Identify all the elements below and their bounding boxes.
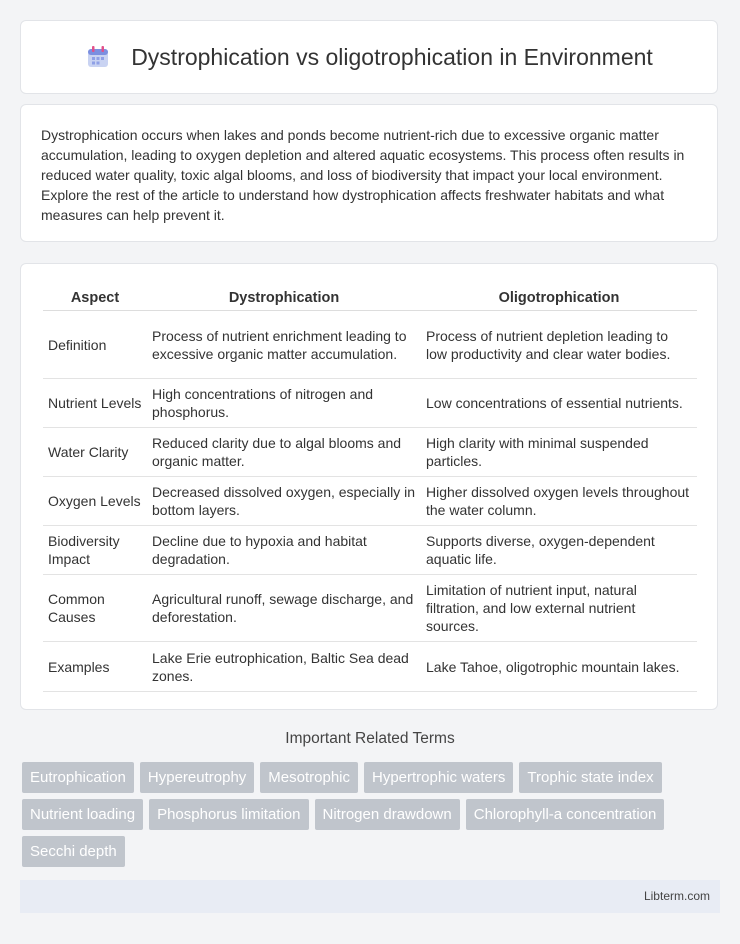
oligotrophication-cell: High clarity with minimal suspended particles. [421,428,697,477]
table-header-row [43,284,697,311]
aspect-cell: Nutrient Levels [43,379,147,428]
page-header [20,20,718,94]
intro-text: Dystrophication occurs when lakes and ponds become nutrient-rich due to excessive organic matter accumulation, leading to oxygen depletion and altered aquatic ecosystems. This process often results in reduced water quality, toxic algal blooms, and loss of biodiversity that impact your local environment. Explore the rest of the article to understand how dystrophication affects freshwater habitats and what measures can help prevent it. [41,127,685,223]
related-term-tag[interactable]: Mesotrophic [260,762,358,793]
aspect-cell: Oxygen Levels [43,477,147,526]
table-row [43,575,697,642]
dystrophication-cell: Reduced clarity due to algal blooms and organic matter. [147,428,421,477]
intro-section [20,104,718,242]
related-terms-title: Important Related Terms [285,730,455,747]
related-term-tag[interactable]: Phosphorus limitation [149,799,308,830]
related-term-tag[interactable]: Eutrophication [22,762,134,793]
dystrophication-cell: Agricultural runoff, sewage discharge, and deforestation. [147,575,421,642]
table-row [43,428,697,477]
aspect-cell: Water Clarity [43,428,147,477]
oligotrophication-cell: Low concentrations of essential nutrients. [421,379,697,428]
related-terms-list [22,762,722,873]
oligotrophication-cell: Process of nutrient depletion leading to low productivity and clear water bodies. [421,311,697,379]
comparison-table [43,284,697,692]
page-title: Dystrophication vs oligotrophication in Environment [131,43,653,70]
table-row [43,477,697,526]
table-row [43,379,697,428]
table-row [43,526,697,575]
aspect-cell: Examples [43,642,147,692]
column-header: Aspect [43,284,147,311]
table-row [43,642,697,692]
page-footer [20,880,720,913]
dystrophication-cell: Decline due to hypoxia and habitat degradation. [147,526,421,575]
dystrophication-cell: Lake Erie eutrophication, Baltic Sea dead zones. [147,642,421,692]
table-row [43,311,697,379]
footer-site-link[interactable]: Libterm.com [643,889,710,903]
related-term-tag[interactable]: Secchi depth [22,836,125,867]
calendar-icon [85,44,111,70]
related-term-tag[interactable]: Hypereutrophy [140,762,254,793]
dystrophication-cell: Decreased dissolved oxygen, especially in bottom layers. [147,477,421,526]
related-term-tag[interactable]: Chlorophyll-a concentration [466,799,665,830]
oligotrophication-cell: Higher dissolved oxygen levels throughout the water column. [421,477,697,526]
oligotrophication-cell: Supports diverse, oxygen-dependent aquatic life. [421,526,697,575]
column-header: Dystrophication [147,284,421,311]
related-term-tag[interactable]: Nitrogen drawdown [315,799,460,830]
aspect-cell: Common Causes [43,575,147,642]
oligotrophication-cell: Limitation of nutrient input, natural filtration, and low external nutrient sources. [421,575,697,642]
dystrophication-cell: Process of nutrient enrichment leading to excessive organic matter accumulation. [147,311,421,379]
related-term-tag[interactable]: Hypertrophic waters [364,762,513,793]
column-header: Oligotrophication [421,284,697,311]
related-term-tag[interactable]: Nutrient loading [22,799,143,830]
dystrophication-cell: High concentrations of nitrogen and phosphorus. [147,379,421,428]
aspect-cell: Biodiversity Impact [43,526,147,575]
related-term-tag[interactable]: Trophic state index [519,762,661,793]
comparison-table-card [20,263,718,710]
aspect-cell: Definition [43,311,147,379]
oligotrophication-cell: Lake Tahoe, oligotrophic mountain lakes. [421,642,697,692]
